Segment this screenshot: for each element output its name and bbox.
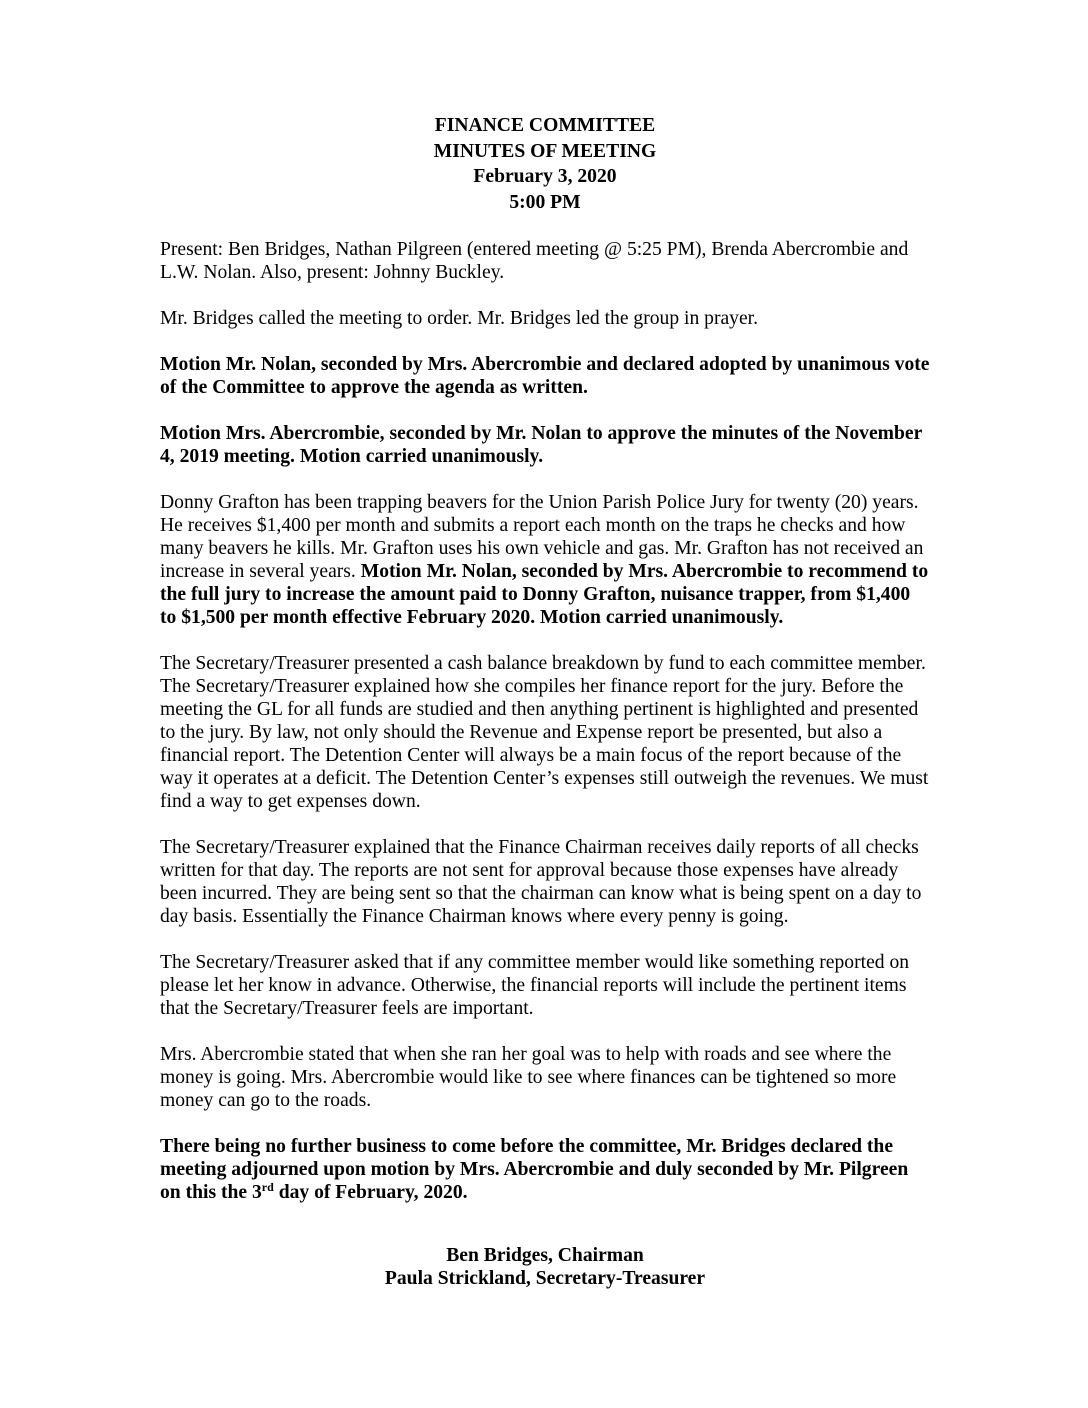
signature-block [160, 1244, 930, 1290]
adjournment-date: day of February, 2020. [273, 1182, 468, 1203]
roads-paragraph: Mrs. Abercrombie stated that when she ran her goal was to help with roads and see where the money is going. Mrs. Abercrombie would like to see where finances can be tightened so more money can go to the roads. [160, 1044, 897, 1111]
minutes-title: MINUTES OF MEETING [433, 140, 657, 162]
agenda-motion-paragraph: Motion Mr. Nolan, seconded by Mrs. Abercrombie and declared adopted by unanimous vote of the Committee to approve the agenda as written. [160, 354, 930, 398]
document-header [160, 113, 930, 215]
advance-notice-paragraph: The Secretary/Treasurer asked that if any committee member would like something reported on please let her know in advance. Otherwise, the financial reports will include the pertinent items that the Secretary/Treasurer feels are important. [160, 952, 910, 1019]
meeting-date: February 3, 2020 [473, 166, 617, 187]
ordinal-suffix: rd [261, 1180, 274, 1194]
call-to-order-paragraph: Mr. Bridges called the meeting to order. Mr. Bridges led the group in prayer. [160, 308, 759, 329]
chairman-signature: Ben Bridges, Chairman [446, 1245, 644, 1266]
secretary-signature: Paula Strickland, Secretary-Treasurer [384, 1268, 706, 1289]
meeting-time: 5:00 PM [509, 191, 581, 213]
beaver-trapper-paragraph [160, 491, 930, 629]
minutes-motion-paragraph: Motion Mrs. Abercrombie, seconded by Mr. Nolan to approve the minutes of the November 4, 2019 meeting. Motion carried unanimously. [160, 423, 922, 467]
attendance-paragraph: Present: Ben Bridges, Nathan Pilgreen (entered meeting @ 5:25 PM), Brenda Abercrombie and L.W. Nolan. Also, present: Johnny Buckley. [160, 239, 909, 283]
beaver-trapper-motion: Motion Mr. Nolan, seconded by Mrs. Abercrombie to recommend to the full jury to increase the amount paid to Donny Grafton, nuisance trapper, from $1,400 to $1,500 per month effective February 2020. Motion carried unanimously. [160, 561, 929, 628]
committee-title: FINANCE COMMITTEE [434, 115, 656, 136]
cash-balance-paragraph: The Secretary/Treasurer presented a cash balance breakdown by fund to each committee member. The Secretary/Treasurer explained how she compiles her finance report for the jury. Before the meeting the GL for all funds are studied and then anything pertinent is highlighted and presented to the jury. By law, not only should the Revenue and Expense report be presented, but also a financial report. The Detention Center will always be a main focus of the report because of the way it operates at a deficit. The Detention Center’s expenses still outweigh the revenues. We must find a way to get expenses down. [160, 653, 929, 812]
daily-reports-paragraph: The Secretary/Treasurer explained that the Finance Chairman receives daily reports of all checks written for that day. The reports are not sent for approval because those expenses have already been incurred. They are being sent so that the chairman can know what is being spent on a day to day basis. Essentially the Finance Chairman knows where every penny is going. [160, 837, 922, 927]
adjournment-text: There being no further business to come before the committee, Mr. Bridges declared the meeting adjourned upon motion by Mrs. Abercrombie and duly seconded by Mr. Pilgreen on this the 3 [160, 1136, 909, 1203]
adjournment-paragraph [160, 1135, 930, 1204]
beaver-trapper-text: Donny Grafton has been trapping beavers for the Union Parish Police Jury for twenty (20) years. He receives $1,400 per month and submits a report each month on the traps he checks and how many beavers he kills. Mr. Grafton uses his own vehicle and gas. Mr. Grafton has not received an increase in several years. [160, 492, 924, 582]
